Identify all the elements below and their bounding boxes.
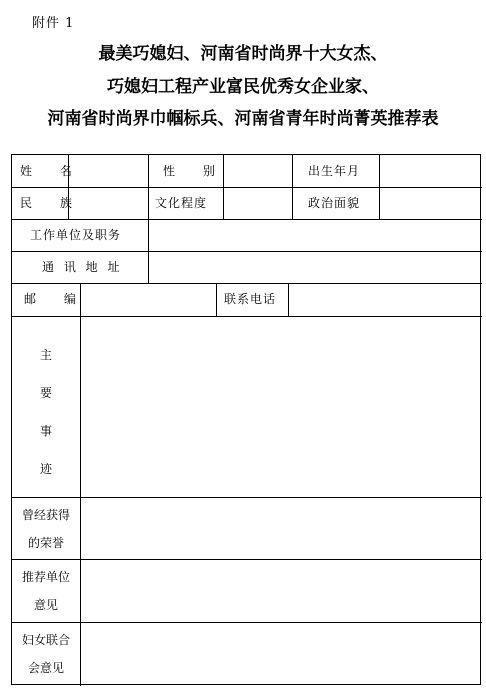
input-main-deeds[interactable] <box>81 317 480 497</box>
input-work-unit[interactable] <box>149 220 480 251</box>
label-ethnicity: 民 族 <box>20 196 84 210</box>
input-womens-federation-opinion[interactable] <box>81 623 480 684</box>
label-birth-date: 出生年月 <box>308 164 361 178</box>
label-postcode: 邮 编 <box>24 292 88 306</box>
label-work-unit: 工作单位及职务 <box>30 228 122 242</box>
title-line-2: 巧媳妇工程产业富民优秀女企业家、 <box>107 77 379 97</box>
label-honors: 曾经获得 的荣誉 <box>21 508 70 550</box>
input-name[interactable] <box>69 155 148 187</box>
recommendation-form-table <box>11 154 481 685</box>
annex-label: 附件 1 <box>32 16 75 31</box>
input-gender[interactable] <box>224 155 292 187</box>
input-ethnicity[interactable] <box>69 188 148 219</box>
input-postcode[interactable] <box>81 284 216 316</box>
label-address: 通 讯 地 址 <box>42 260 123 274</box>
label-gender: 性 别 <box>163 164 227 178</box>
label-name: 姓 名 <box>20 164 84 178</box>
input-education[interactable] <box>224 188 292 219</box>
label-phone: 联系电话 <box>224 292 277 306</box>
label-political-status: 政治面貌 <box>308 196 361 210</box>
input-honors[interactable] <box>81 498 480 559</box>
label-womens-federation-opinion: 妇女联合 会意见 <box>21 633 70 675</box>
input-birth-date[interactable] <box>380 155 480 187</box>
input-address[interactable] <box>149 252 480 283</box>
label-recommending-unit-opinion: 推荐单位 意见 <box>21 570 70 612</box>
input-recommending-unit-opinion[interactable] <box>81 560 480 622</box>
input-phone[interactable] <box>289 284 480 316</box>
title-line-1: 最美巧媳妇、河南省时尚界十大女杰、 <box>98 44 388 64</box>
label-main-deeds: 主 要 事 迹 <box>39 348 52 476</box>
input-political-status[interactable] <box>380 188 480 219</box>
label-education: 文化程度 <box>155 196 208 210</box>
title-line-3: 河南省时尚界巾帼标兵、河南省青年时尚菁英推荐表 <box>47 109 439 129</box>
